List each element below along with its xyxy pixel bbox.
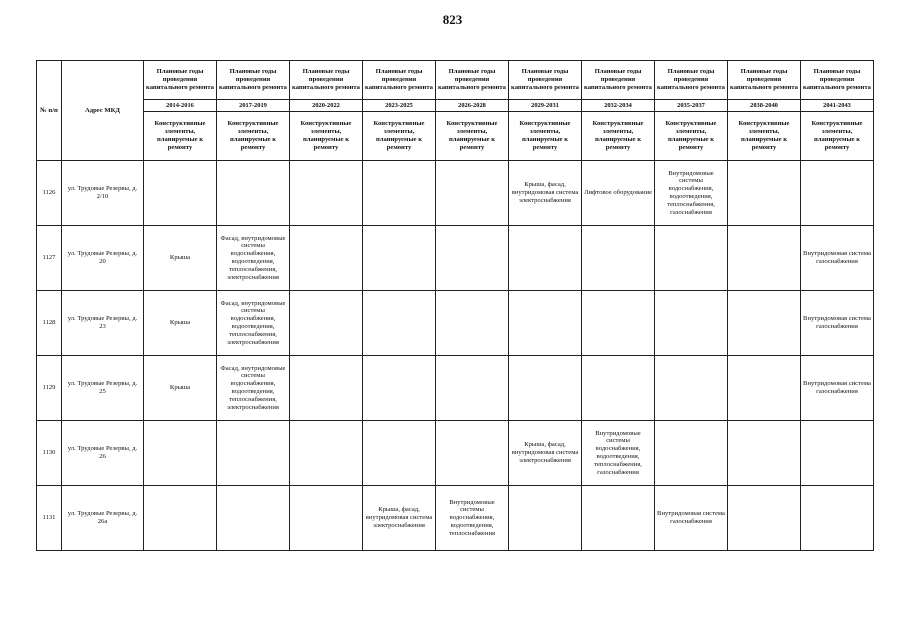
period-header: Плановые годы проведения капитального ремонта [217, 61, 290, 100]
elements-header: Конструктивные элементы, планируемые к ремонту [582, 112, 655, 161]
repair-elements-cell [801, 421, 874, 486]
capital-repair-schedule-table [36, 60, 874, 551]
header-row-elements [37, 112, 874, 161]
period-header: Плановые годы проведения капитального ремонта [436, 61, 509, 100]
repair-elements-cell: Внутридомовые системы водоснабжения, водоотведения, теплоснабжения [436, 486, 509, 551]
address-cell: ул. Трудовые Резервы, д. 26 [62, 421, 144, 486]
repair-elements-cell [436, 226, 509, 291]
repair-elements-cell [655, 291, 728, 356]
repair-elements-cell [363, 161, 436, 226]
repair-elements-cell: Лифтовое оборудование [582, 161, 655, 226]
repair-elements-cell [363, 421, 436, 486]
repair-elements-cell [509, 226, 582, 291]
row-number-cell: 1126 [37, 161, 62, 226]
repair-elements-cell: Крыша [144, 291, 217, 356]
repair-elements-cell: Внутридомовые системы водоснабжения, водоотведения, теплоснабжения, газоснабжения [655, 161, 728, 226]
repair-elements-cell [509, 356, 582, 421]
repair-elements-cell [436, 356, 509, 421]
repair-elements-cell [436, 421, 509, 486]
header-row-periods [37, 61, 874, 100]
table-body [37, 161, 874, 551]
table-row [37, 161, 874, 226]
repair-elements-cell: Фасад, внутридомовые системы водоснабжения, водоотведения, теплоснабжения, электроснабжения [217, 291, 290, 356]
repair-elements-cell [582, 356, 655, 421]
address-cell: ул. Трудовые Резервы, д. 20 [62, 226, 144, 291]
repair-elements-cell [290, 486, 363, 551]
table-row [37, 356, 874, 421]
repair-elements-cell: Крыша [144, 356, 217, 421]
repair-elements-cell: Фасад, внутридомовые системы водоснабжения, водоотведения, теплоснабжения, электроснабжения [217, 226, 290, 291]
elements-header: Конструктивные элементы, планируемые к ремонту [728, 112, 801, 161]
column-header-address: Адрес МКД [62, 61, 144, 161]
repair-elements-cell [217, 161, 290, 226]
repair-elements-cell [728, 161, 801, 226]
elements-header: Конструктивные элементы, планируемые к ремонту [144, 112, 217, 161]
repair-elements-cell [728, 291, 801, 356]
period-header: Плановые годы проведения капитального ремонта [655, 61, 728, 100]
repair-elements-cell [290, 161, 363, 226]
row-number-cell: 1127 [37, 226, 62, 291]
year-range-header: 2035-2037 [655, 100, 728, 112]
repair-elements-cell [290, 356, 363, 421]
table-row [37, 226, 874, 291]
repair-elements-cell [728, 421, 801, 486]
table-row [37, 291, 874, 356]
column-header-number: № п/п [37, 61, 62, 161]
period-header: Плановые годы проведения капитального ремонта [801, 61, 874, 100]
table-row [37, 486, 874, 551]
repair-elements-cell [363, 356, 436, 421]
row-number-cell: 1129 [37, 356, 62, 421]
header-row-years [37, 100, 874, 112]
repair-elements-cell [363, 226, 436, 291]
elements-header: Конструктивные элементы, планируемые к ремонту [363, 112, 436, 161]
repair-elements-cell [217, 486, 290, 551]
year-range-header: 2017-2019 [217, 100, 290, 112]
repair-elements-cell: Крыша, фасад, внутридомовая система электроснабжения [363, 486, 436, 551]
repair-elements-cell [728, 356, 801, 421]
elements-header: Конструктивные элементы, планируемые к ремонту [436, 112, 509, 161]
repair-elements-cell [436, 161, 509, 226]
repair-elements-cell: Внутридомовые системы водоснабжения, водоотведения, теплоснабжения, газоснабжения [582, 421, 655, 486]
repair-elements-cell [436, 291, 509, 356]
repair-elements-cell [582, 291, 655, 356]
elements-header: Конструктивные элементы, планируемые к ремонту [217, 112, 290, 161]
repair-elements-cell: Внутридомовая система газоснабжения [801, 291, 874, 356]
elements-header: Конструктивные элементы, планируемые к ремонту [655, 112, 728, 161]
period-header: Плановые годы проведения капитального ремонта [363, 61, 436, 100]
repair-elements-cell [509, 486, 582, 551]
period-header: Плановые годы проведения капитального ремонта [509, 61, 582, 100]
repair-elements-cell: Крыша, фасад, внутридомовая система электроснабжения [509, 421, 582, 486]
year-range-header: 2023-2025 [363, 100, 436, 112]
elements-header: Конструктивные элементы, планируемые к ремонту [801, 112, 874, 161]
repair-elements-cell [290, 421, 363, 486]
repair-elements-cell [509, 291, 582, 356]
repair-elements-cell: Крыша, фасад, внутридомовая система электроснабжения [509, 161, 582, 226]
repair-elements-cell: Внутридомовая система газоснабжения [801, 356, 874, 421]
repair-elements-cell: Внутридомовая система газоснабжения [801, 226, 874, 291]
page-number: 823 [442, 12, 463, 27]
row-number-cell: 1131 [37, 486, 62, 551]
row-number-cell: 1130 [37, 421, 62, 486]
repair-elements-cell [801, 486, 874, 551]
repair-elements-cell [655, 421, 728, 486]
year-range-header: 2029-2031 [509, 100, 582, 112]
address-cell: ул. Трудовые Резервы, д. 23 [62, 291, 144, 356]
period-header: Плановые годы проведения капитального ремонта [290, 61, 363, 100]
repair-elements-cell [801, 161, 874, 226]
address-cell: ул. Трудовые Резервы, д. 2/10 [62, 161, 144, 226]
address-cell: ул. Трудовые Резервы, д. 26а [62, 486, 144, 551]
period-header: Плановые годы проведения капитального ремонта [582, 61, 655, 100]
repair-elements-cell [728, 486, 801, 551]
year-range-header: 2038-2040 [728, 100, 801, 112]
repair-elements-cell [582, 486, 655, 551]
year-range-header: 2020-2022 [290, 100, 363, 112]
repair-elements-cell: Крыша [144, 226, 217, 291]
year-range-header: 2041-2043 [801, 100, 874, 112]
year-range-header: 2026-2028 [436, 100, 509, 112]
period-header: Плановые годы проведения капитального ремонта [144, 61, 217, 100]
year-range-header: 2014-2016 [144, 100, 217, 112]
repair-elements-cell: Внутридомовая система газоснабжения [655, 486, 728, 551]
year-range-header: 2032-2034 [582, 100, 655, 112]
row-number-cell: 1128 [37, 291, 62, 356]
repair-elements-cell [655, 226, 728, 291]
repair-elements-cell [144, 421, 217, 486]
repair-elements-cell [582, 226, 655, 291]
repair-elements-cell [363, 291, 436, 356]
repair-elements-cell [290, 226, 363, 291]
repair-elements-cell: Фасад, внутридомовые системы водоснабжения, водоотведения, теплоснабжения, электроснабжения [217, 356, 290, 421]
elements-header: Конструктивные элементы, планируемые к ремонту [509, 112, 582, 161]
table-header [37, 61, 874, 161]
repair-elements-cell [290, 291, 363, 356]
address-cell: ул. Трудовые Резервы, д. 25 [62, 356, 144, 421]
table-row [37, 421, 874, 486]
repair-elements-cell [217, 421, 290, 486]
elements-header: Конструктивные элементы, планируемые к ремонту [290, 112, 363, 161]
repair-elements-cell [655, 356, 728, 421]
period-header: Плановые годы проведения капитального ремонта [728, 61, 801, 100]
repair-elements-cell [728, 226, 801, 291]
repair-elements-cell [144, 486, 217, 551]
repair-elements-cell [144, 161, 217, 226]
